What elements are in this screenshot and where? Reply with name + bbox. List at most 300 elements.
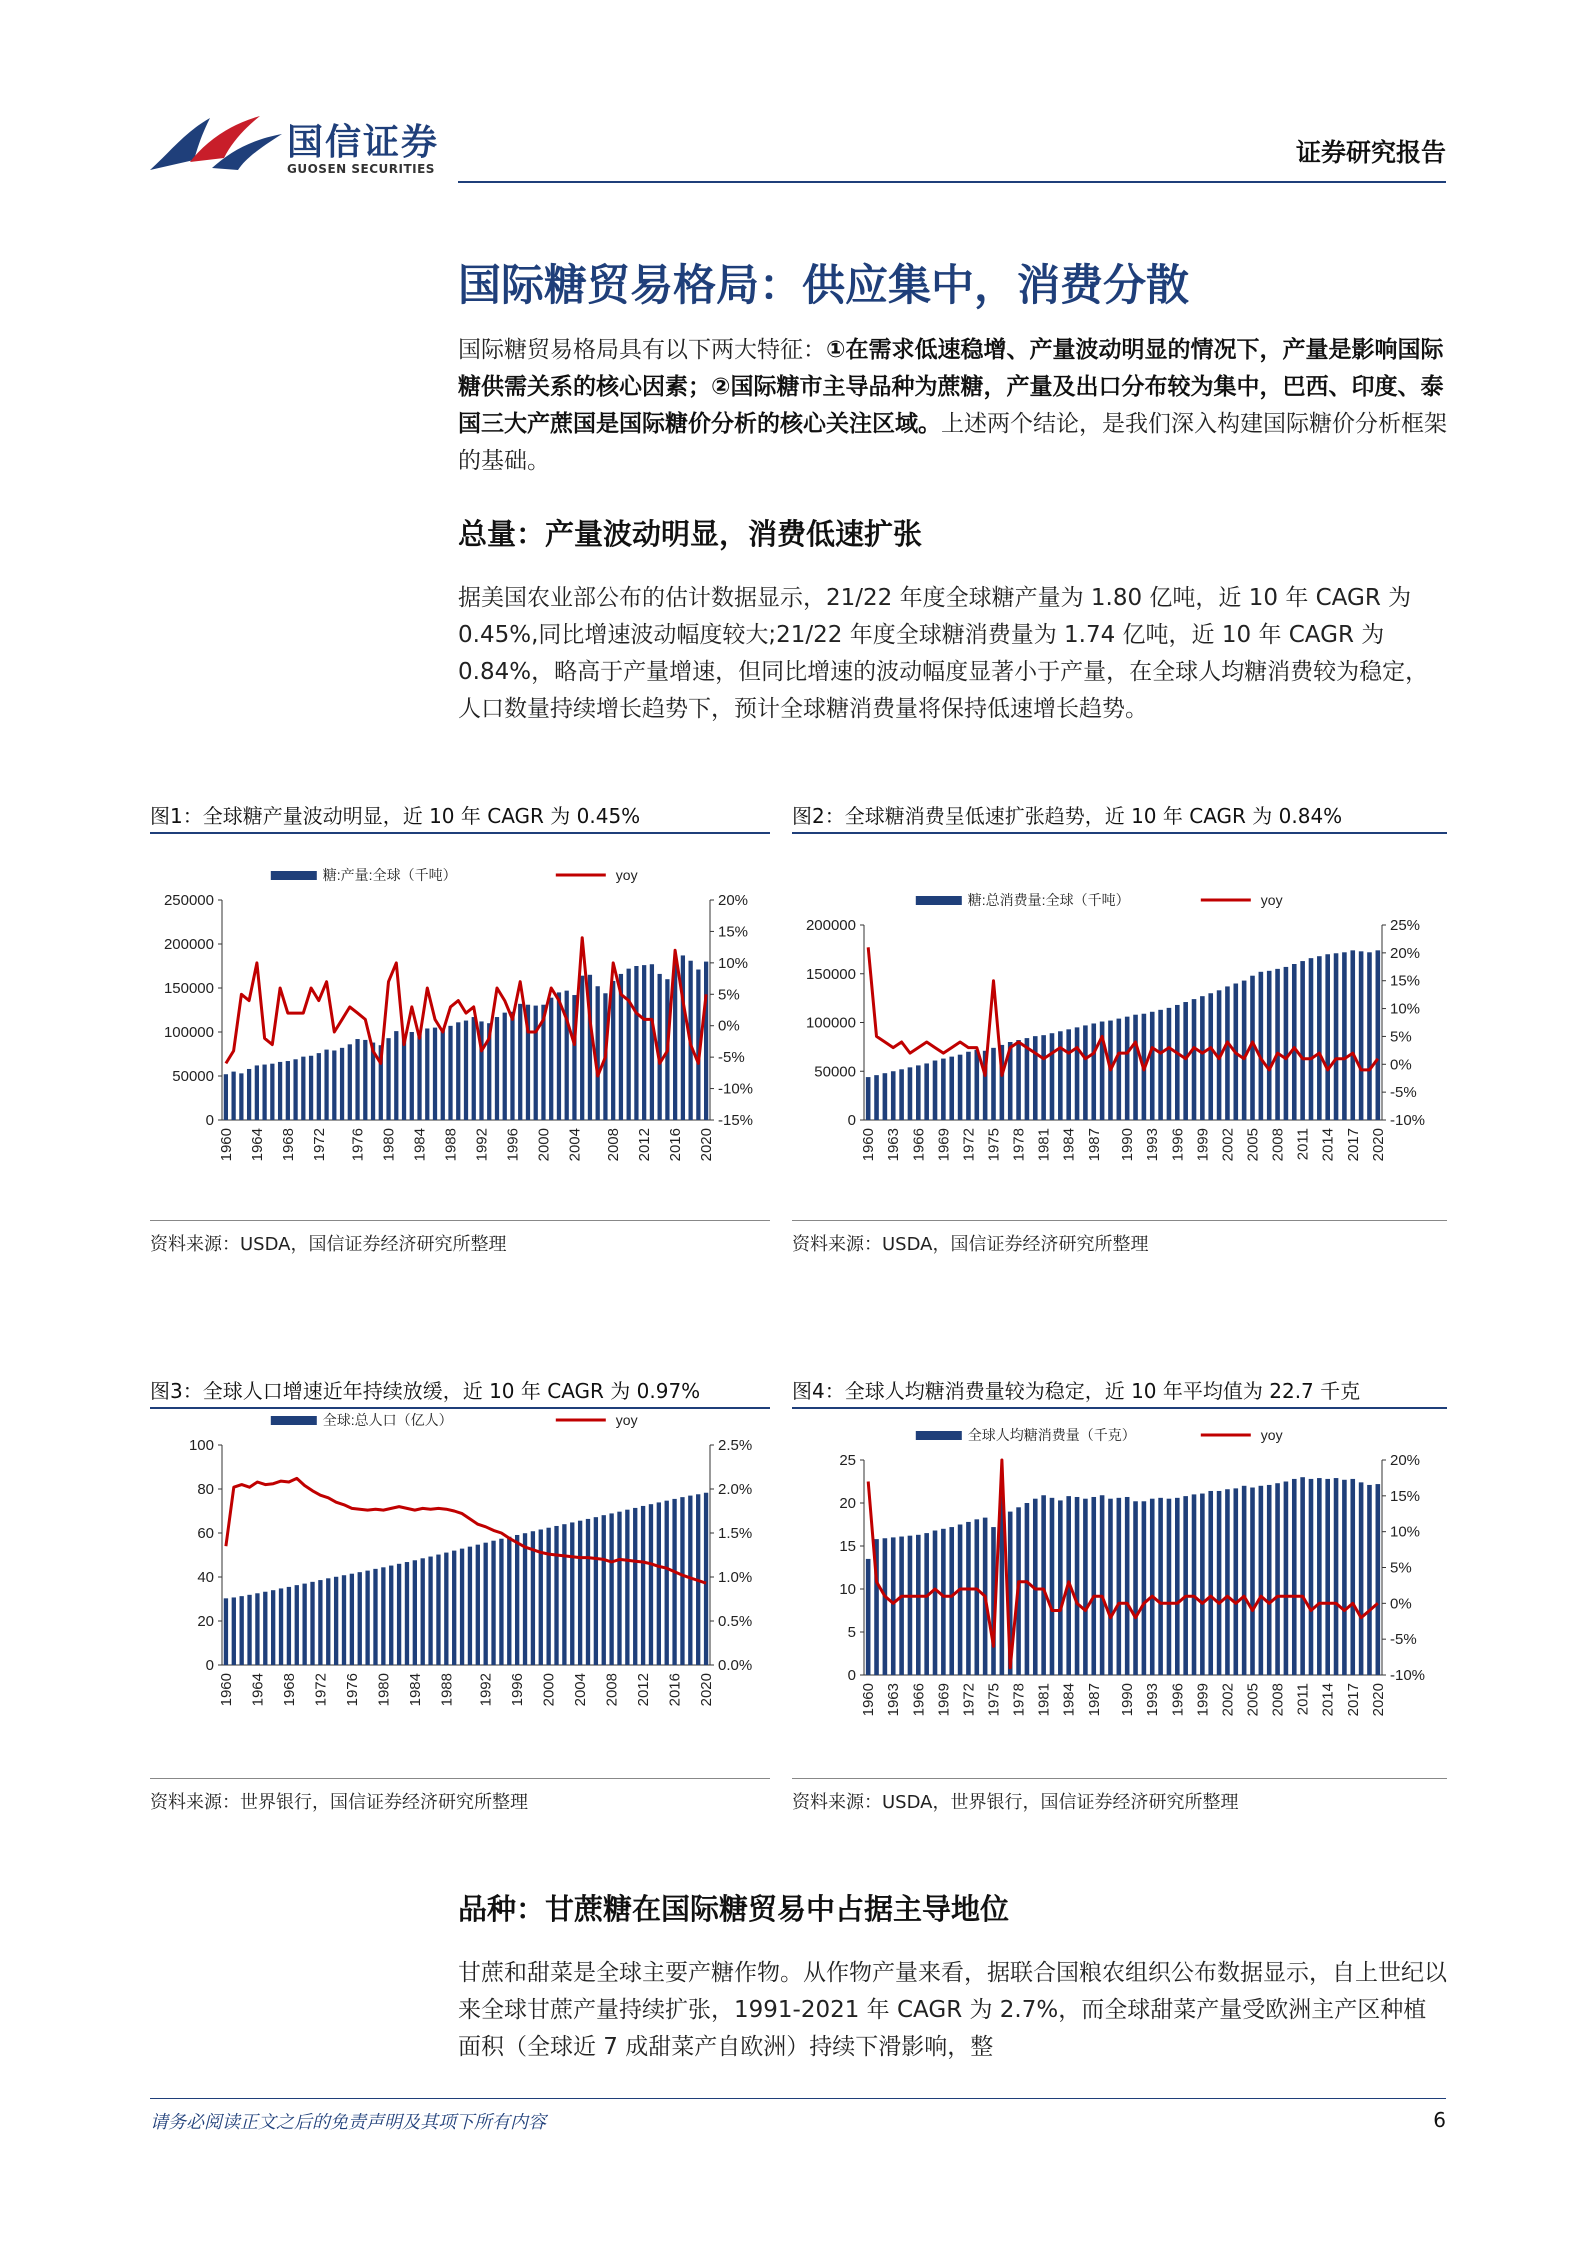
bar	[499, 1539, 503, 1665]
page-number: 6	[1433, 2108, 1446, 2132]
y-tick-label-left: 25	[839, 1452, 856, 1469]
figure-1-title: 图1：全球糖产量波动明显，近 10 年 CAGR 为 0.45%	[150, 804, 641, 828]
x-tick-label: 2016	[667, 1128, 685, 1162]
x-tick-label: 1968	[280, 1673, 298, 1707]
header-divider	[458, 181, 1446, 183]
bar	[510, 1012, 514, 1120]
bar	[1142, 1501, 1147, 1675]
bar	[278, 1062, 282, 1120]
bar	[966, 1522, 971, 1675]
bar	[413, 1560, 417, 1665]
y-tick-label-right: -15%	[718, 1112, 754, 1129]
bar	[270, 1064, 274, 1120]
figure-2-title: 图2：全球糖消费呈低速扩张趋势，近 10 年 CAGR 为 0.84%	[792, 804, 1343, 828]
legend-bar-swatch	[271, 871, 317, 880]
bar	[916, 1535, 921, 1675]
x-tick-label: 1999	[1194, 1128, 1212, 1162]
y-tick-label-left: 200000	[163, 936, 214, 953]
x-tick-label: 2020	[1369, 1683, 1387, 1717]
bar	[672, 1499, 676, 1665]
y-tick-label-right: 5%	[718, 986, 740, 1004]
x-tick-label: 2002	[1219, 1128, 1237, 1162]
y-tick-label-left: 20	[839, 1495, 856, 1512]
bar	[941, 1059, 946, 1120]
bar	[642, 965, 646, 1120]
x-tick-label: 2017	[1344, 1683, 1362, 1717]
bar	[1317, 1478, 1322, 1675]
x-tick-label: 1988	[442, 1128, 460, 1162]
x-tick-label: 2002	[1219, 1683, 1237, 1717]
x-tick-label: 2005	[1244, 1128, 1262, 1162]
bar	[554, 1526, 558, 1665]
bar	[891, 1537, 896, 1675]
bar	[908, 1536, 913, 1675]
bar	[1167, 1008, 1172, 1120]
bar	[1175, 1498, 1180, 1675]
bar	[974, 1050, 979, 1120]
y-tick-label-right: 20%	[1390, 944, 1421, 962]
x-tick-label: 1964	[248, 1128, 266, 1162]
bar	[410, 1032, 414, 1120]
bar	[649, 1504, 653, 1665]
bar	[1342, 952, 1347, 1120]
bar	[484, 1543, 488, 1665]
bar	[1242, 1486, 1247, 1675]
x-tick-label: 1984	[411, 1128, 429, 1162]
footer-divider	[150, 2098, 1446, 2099]
y-tick-label-right: 1.0%	[718, 1569, 753, 1586]
figure-1-rule	[150, 832, 770, 834]
bar	[405, 1562, 409, 1665]
y-tick-label-right: -10%	[1390, 1667, 1426, 1684]
bar	[1117, 1498, 1122, 1675]
report-type-label: 证券研究报告	[1295, 138, 1446, 167]
bar	[394, 1031, 398, 1120]
bar	[899, 1537, 904, 1675]
legend-bar-label: 糖:产量:全球（千吨）	[322, 867, 457, 883]
x-tick-label: 2014	[1319, 1683, 1337, 1717]
bar	[1091, 1497, 1096, 1675]
bar	[1284, 967, 1289, 1120]
x-tick-label: 1975	[985, 1128, 1003, 1162]
bar	[334, 1577, 338, 1665]
bar	[1117, 1019, 1122, 1120]
bar	[358, 1572, 362, 1665]
y-tick-label-left: 15	[839, 1538, 856, 1555]
bar	[332, 1050, 336, 1120]
bar	[417, 1034, 421, 1120]
bar	[883, 1073, 888, 1120]
bar	[309, 1056, 313, 1120]
bar	[941, 1529, 946, 1675]
x-tick-label: 2012	[636, 1128, 654, 1162]
bar	[523, 1533, 527, 1665]
bar	[958, 1055, 963, 1120]
intro-tail: 上述两个结论，是我们深入构建国际糖价分析框架的基础。	[458, 411, 1447, 474]
bar	[1300, 961, 1305, 1120]
x-tick-label: 2008	[605, 1128, 623, 1162]
bar	[1242, 981, 1247, 1120]
bar	[460, 1549, 464, 1665]
y-tick-label-left: 0	[205, 1657, 214, 1674]
bar	[641, 1506, 645, 1665]
bar	[428, 1557, 432, 1665]
bar	[1200, 996, 1205, 1120]
figure-4-source: 资料来源：USDA，世界银行，国信证券经济研究所整理	[792, 1792, 1239, 1813]
x-tick-label: 2020	[1369, 1128, 1387, 1162]
bar	[518, 1004, 522, 1120]
bar	[924, 1533, 929, 1675]
bar	[1325, 1479, 1330, 1675]
legend-bar-swatch	[916, 896, 962, 905]
bar	[301, 1057, 305, 1120]
bar	[1342, 1480, 1347, 1675]
x-tick-label: 1987	[1085, 1128, 1103, 1162]
variety-paragraph: 甘蔗和甜菜是全球主要产糖作物。从作物产量来看，据联合国粮农组织公布数据显示，自上世纪以来全球甘蔗产量持续扩张，1991-2021 年 CAGR 为 2.7%，而全球甜菜产量受欧洲主产区种植面积（全球近 7 成甜菜产自欧洲）持续下滑影响，整	[458, 1960, 1447, 2060]
y-tick-label-left: 150000	[163, 980, 214, 997]
figure-2-source: 资料来源：USDA，国信证券经济研究所整理	[792, 1234, 1149, 1255]
company-logo-text: 国信证券	[287, 122, 440, 163]
figure-4-chart	[792, 1427, 1447, 1775]
bar	[562, 1524, 566, 1665]
figure-4-title: 图4：全球人均糖消费量较为稳定，近 10 年平均值为 22.7 千克	[792, 1379, 1361, 1403]
x-tick-label: 1972	[960, 1683, 978, 1717]
y-tick-label-left: 5	[847, 1624, 856, 1641]
y-tick-label-left: 20	[197, 1613, 214, 1630]
x-tick-label: 2012	[635, 1673, 653, 1707]
x-tick-label: 1969	[935, 1683, 953, 1717]
x-tick-label: 1996	[504, 1128, 522, 1162]
y-tick-label-right: 15%	[1390, 1487, 1421, 1505]
bar	[899, 1069, 904, 1120]
y-tick-label-right: 20%	[1390, 1452, 1421, 1469]
bar	[617, 1512, 621, 1665]
bar	[1016, 1040, 1021, 1120]
bar	[594, 1517, 598, 1665]
bar	[974, 1519, 979, 1675]
bar	[363, 1040, 367, 1120]
bar	[255, 1065, 259, 1120]
bar	[1075, 1027, 1080, 1120]
legend-bar-label: 糖:总消费量:全球（千吨）	[967, 892, 1130, 908]
bar	[580, 976, 584, 1120]
bar	[874, 1075, 879, 1120]
bar	[1050, 1498, 1055, 1675]
bar	[1350, 950, 1355, 1120]
y-tick-label-left: 100000	[805, 1014, 856, 1032]
bar	[949, 1527, 954, 1675]
section-title: 国际糖贸易格局：供应集中，消费分散	[458, 261, 1189, 311]
y-tick-label-left: 0	[847, 1667, 856, 1684]
bar	[340, 1048, 344, 1120]
x-tick-label: 1963	[885, 1683, 903, 1717]
x-tick-label: 1981	[1035, 1683, 1053, 1717]
bar	[1367, 1485, 1372, 1675]
y-tick-label-right: -10%	[1390, 1112, 1426, 1129]
bar	[389, 1566, 393, 1665]
x-tick-label: 1987	[1085, 1683, 1103, 1717]
bar	[295, 1585, 299, 1665]
x-tick-label: 2011	[1294, 1128, 1312, 1161]
bar	[866, 1077, 871, 1120]
x-tick-label: 1966	[910, 1128, 928, 1162]
bar	[1300, 1477, 1305, 1675]
bar	[883, 1538, 888, 1675]
bar	[1376, 1484, 1381, 1675]
bar	[232, 1597, 236, 1665]
bar	[464, 1021, 468, 1120]
x-tick-label: 1978	[1010, 1683, 1028, 1717]
bar	[704, 962, 708, 1120]
legend-bar-label: 全球人均糖消费量（千克）	[967, 1427, 1136, 1443]
bar	[1058, 1031, 1063, 1120]
x-tick-label: 1993	[1144, 1128, 1162, 1162]
bar	[681, 955, 685, 1120]
x-tick-label: 2004	[572, 1673, 590, 1707]
y-tick-label-right: 20%	[718, 892, 749, 909]
legend-line-label: yoy	[615, 1412, 638, 1428]
bar	[1208, 993, 1213, 1120]
bar	[1275, 1483, 1280, 1675]
bar	[491, 1541, 495, 1665]
bar	[1125, 1497, 1130, 1675]
figure-4-source-rule	[792, 1778, 1447, 1779]
y-tick-label-right: -10%	[718, 1080, 754, 1098]
bar	[255, 1593, 259, 1665]
bar	[365, 1571, 369, 1665]
bar	[1083, 1025, 1088, 1120]
bar	[263, 1592, 267, 1665]
bar	[1350, 1479, 1355, 1675]
bar	[916, 1065, 921, 1120]
figure-1-chart	[150, 850, 770, 1190]
x-tick-label: 2000	[540, 1673, 558, 1707]
bar	[224, 1074, 228, 1120]
bar	[231, 1072, 235, 1120]
bar	[1225, 986, 1230, 1120]
bar	[1284, 1482, 1289, 1676]
bar	[1200, 1494, 1205, 1675]
y-tick-label-left: 50000	[814, 1063, 856, 1081]
bar	[1158, 1498, 1163, 1675]
bar	[1091, 1023, 1096, 1120]
x-tick-label: 1972	[310, 1128, 328, 1162]
bar	[324, 1050, 328, 1120]
bar	[1259, 1486, 1264, 1675]
bar	[949, 1057, 954, 1120]
bar	[534, 1006, 538, 1120]
x-tick-label: 1990	[1119, 1128, 1137, 1162]
x-tick-label: 1980	[375, 1673, 393, 1707]
bar	[1309, 1479, 1314, 1675]
bar	[1125, 1017, 1130, 1120]
bar	[1217, 1491, 1222, 1675]
x-tick-label: 1963	[885, 1128, 903, 1162]
y-tick-label-left: 80	[197, 1481, 214, 1498]
bar	[386, 1038, 390, 1120]
bar	[1025, 1503, 1030, 1675]
x-tick-label: 1968	[279, 1128, 297, 1162]
bar	[1233, 1488, 1238, 1675]
bar	[1317, 956, 1322, 1120]
x-tick-label: 1960	[217, 1673, 235, 1707]
bar	[515, 1535, 519, 1665]
x-tick-label: 1972	[960, 1128, 978, 1162]
subsection-heading-variety: 品种：甘蔗糖在国际糖贸易中占据主导地位	[458, 1892, 1010, 1926]
x-tick-label: 2000	[535, 1128, 553, 1162]
bar	[1133, 1015, 1138, 1120]
legend-bar-label: 全球:总人口（亿人）	[322, 1412, 453, 1428]
x-tick-label: 1990	[1119, 1683, 1137, 1717]
bar	[991, 1048, 996, 1120]
bar	[565, 991, 569, 1120]
y-tick-label-left: 10	[839, 1581, 856, 1598]
bar	[495, 1017, 499, 1120]
bar	[271, 1590, 275, 1665]
bar	[1083, 1499, 1088, 1675]
bar	[539, 1529, 543, 1665]
y-tick-label-left: 50000	[172, 1068, 214, 1085]
subsection-heading-total: 总量：产量波动明显，消费低速扩张	[458, 517, 923, 551]
bar	[1267, 971, 1272, 1120]
legend-bar-swatch	[271, 1416, 317, 1425]
y-tick-label-right: 5%	[1390, 1559, 1412, 1577]
x-tick-label: 1964	[249, 1673, 267, 1707]
bar	[1208, 1491, 1213, 1675]
bar	[1150, 1499, 1155, 1675]
bar	[609, 1513, 613, 1665]
bar	[680, 1497, 684, 1665]
bar	[966, 1052, 971, 1120]
bar	[866, 1559, 871, 1675]
bar	[1359, 1482, 1364, 1675]
x-tick-label: 1993	[1144, 1683, 1162, 1717]
y-tick-label-left: 150000	[805, 965, 856, 983]
y-tick-label-left: 0	[205, 1112, 214, 1129]
bar	[326, 1578, 330, 1665]
y-tick-label-right: 5%	[1390, 1028, 1412, 1046]
bar	[310, 1582, 314, 1665]
bar	[627, 969, 631, 1120]
figure-3-source: 资料来源：世界银行，国信证券经济研究所整理	[150, 1792, 528, 1813]
x-tick-label: 1996	[509, 1673, 527, 1707]
y-tick-label-left: 100000	[163, 1024, 214, 1041]
bar	[1275, 969, 1280, 1120]
figure-3-title: 图3：全球人口增速近年持续放缓，近 10 年 CAGR 为 0.97%	[150, 1379, 701, 1403]
x-tick-label: 2008	[1269, 1128, 1287, 1162]
bar	[286, 1061, 290, 1120]
bar	[1192, 1494, 1197, 1675]
bar	[1058, 1500, 1063, 1675]
bar	[240, 1596, 244, 1665]
bar	[1108, 1499, 1113, 1675]
figure-3-chart	[150, 1412, 770, 1765]
bar	[1334, 953, 1339, 1120]
figure-4-rule	[792, 1407, 1447, 1409]
bar	[578, 1521, 582, 1665]
disclaimer-note: 请务必阅读正文之后的免责声明及其项下所有内容	[150, 2112, 546, 2133]
y-tick-label-right: 0.5%	[718, 1613, 753, 1630]
bar	[1050, 1033, 1055, 1120]
bar	[441, 1028, 445, 1120]
bar	[933, 1531, 938, 1675]
x-tick-label: 1984	[1060, 1128, 1078, 1162]
bar	[1158, 1010, 1163, 1120]
y-tick-label-right: 25%	[1390, 917, 1421, 934]
bar	[476, 1545, 480, 1665]
y-tick-label-right: -5%	[1390, 1631, 1417, 1649]
bar	[933, 1061, 938, 1120]
company-logo-mark	[150, 112, 285, 174]
bar	[625, 1510, 629, 1665]
bar	[1041, 1495, 1046, 1675]
bar	[665, 1501, 669, 1665]
bar	[1175, 1005, 1180, 1120]
bar	[1325, 954, 1330, 1120]
y-tick-label-right: 10%	[1390, 1523, 1421, 1541]
x-tick-label: 1984	[406, 1673, 424, 1707]
bar	[1167, 1499, 1172, 1675]
bar	[224, 1598, 228, 1665]
y-tick-label-right: 2.5%	[718, 1437, 753, 1454]
bar	[1150, 1012, 1155, 1120]
bar	[688, 1496, 692, 1665]
y-tick-label-right: 0.0%	[718, 1657, 753, 1674]
bar	[908, 1067, 913, 1120]
bar	[633, 1508, 637, 1665]
x-tick-label: 1984	[1060, 1683, 1078, 1717]
intro-paragraph	[458, 332, 1448, 480]
x-tick-label: 1975	[985, 1683, 1003, 1717]
y-tick-label-left: 0	[847, 1112, 856, 1129]
bar	[634, 966, 638, 1120]
legend-line-label: yoy	[1260, 1427, 1283, 1443]
bar	[503, 1013, 507, 1120]
bar	[317, 1053, 321, 1120]
bar	[421, 1558, 425, 1665]
x-tick-label: 1996	[1169, 1683, 1187, 1717]
bar	[472, 1017, 476, 1120]
y-tick-label-right: 1.5%	[718, 1525, 753, 1542]
y-tick-label-left: 200000	[805, 917, 856, 934]
bar	[350, 1574, 354, 1665]
bar	[1183, 1496, 1188, 1675]
bar	[402, 1035, 406, 1120]
y-tick-label-left: 250000	[163, 892, 214, 909]
y-tick-label-right: 2.0%	[718, 1481, 753, 1498]
y-tick-label-right: 0%	[1390, 1595, 1412, 1613]
figure-3-rule	[150, 1407, 770, 1409]
legend-line-label: yoy	[615, 867, 638, 883]
legend-line-label: yoy	[1260, 892, 1283, 908]
bar	[586, 1519, 590, 1665]
x-tick-label: 1969	[935, 1128, 953, 1162]
bar	[444, 1553, 448, 1665]
x-tick-label: 1988	[438, 1673, 456, 1707]
bar	[456, 1022, 460, 1120]
x-tick-label: 1966	[910, 1683, 928, 1717]
x-tick-label: 2011	[1294, 1683, 1312, 1716]
bar	[546, 1528, 550, 1665]
bar	[704, 1493, 708, 1665]
bar	[1267, 1485, 1272, 1675]
figure-1-source-rule	[150, 1220, 770, 1221]
y-tick-label-right: 0%	[1390, 1056, 1412, 1074]
x-tick-label: 1960	[217, 1128, 235, 1162]
bar	[924, 1063, 929, 1120]
bar	[302, 1584, 306, 1665]
bar	[448, 1026, 452, 1120]
